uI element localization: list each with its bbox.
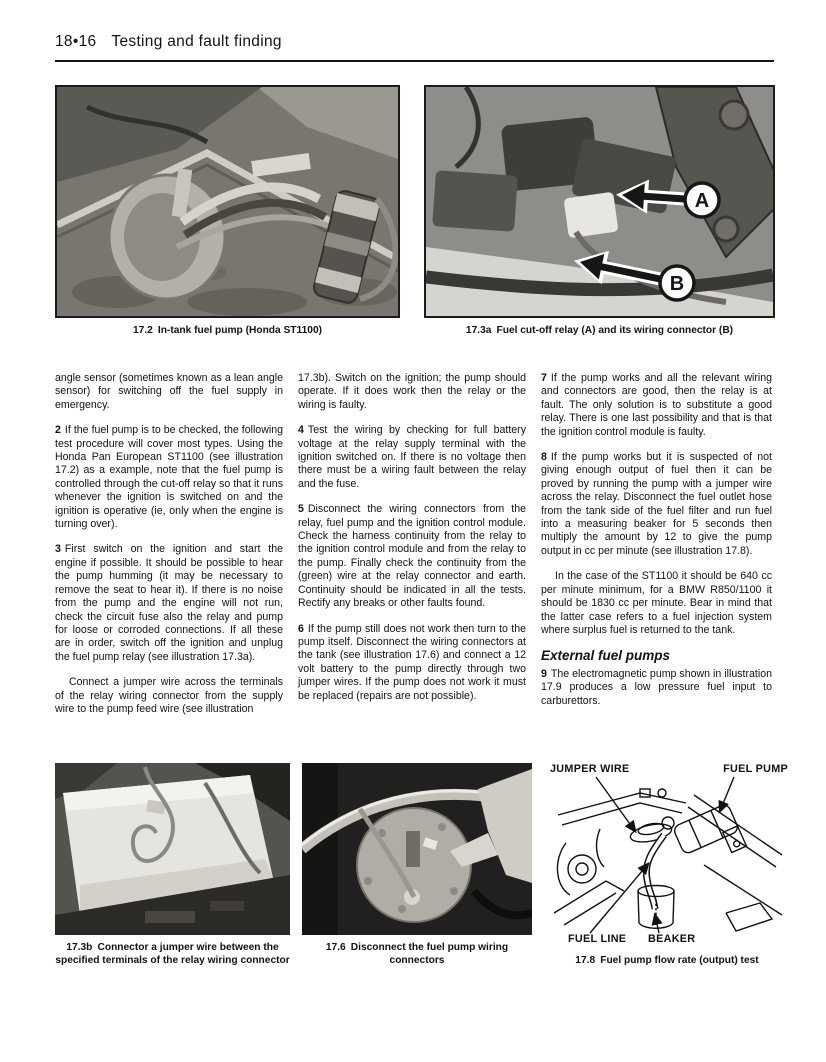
photo-fuel-cutoff-relay xyxy=(424,85,775,318)
paragraph-text: Test the wiring by checking for full battery voltage at the relay supply terminal with the ignition switched on. If there is no voltage then there must be a wiring fault between the relay and the fuse. xyxy=(298,424,526,490)
paragraph-text: The electromagnetic pump shown in illustration 17.9 produces a low pressure fuel input to carburettors. xyxy=(541,667,772,707)
figure-17-3a xyxy=(424,85,775,337)
paragraph-text: If the fuel pump is to be checked, the following test procedure will cover most types. Using the Honda Pan European ST1100 (see illustration 17.2) as a example, note that the fuel pump is controlled through the cut-off relay so that it runs whenever the ignition is switched on and the ignition is operative (ie, only when the engine is turning over). xyxy=(55,424,283,531)
drawing-17-8-art xyxy=(544,763,790,948)
photo-17-3b-art xyxy=(55,763,290,935)
step-number: 9 xyxy=(541,667,547,680)
text-column-3 xyxy=(541,372,772,716)
label-jumper-wire: JUMPER WIRE xyxy=(550,763,630,775)
caption-17-3a: 17.3a Fuel cut-off relay (A) and its wiring connector (B) xyxy=(465,325,734,336)
page-header xyxy=(55,33,282,51)
paragraph-cont xyxy=(55,372,283,412)
caption-17-3b: 17.3b Connector a jumper wire between the specified terminals of the relay wiring connector xyxy=(55,942,290,966)
paragraph-step-6 xyxy=(298,623,526,703)
paragraph-text: Disconnect the wiring connectors from the relay, fuel pump and the ignition control module. Check the harness continuity from the relay to the ignition control module and from the relay to the pump. Finally check the continuity from the (green) wire at the relay connector and earth. Continuity should be indicated in all the tests. Rectify any breaks or other faults found. xyxy=(298,503,526,610)
step-number: 4 xyxy=(298,424,304,437)
caption-17-8: 17.8 Fuel pump flow rate (output) test xyxy=(575,955,759,966)
paragraph-text: 17.3b). Switch on the ignition; the pump should operate. If it does work then the relay or the wiring is faulty. xyxy=(298,372,526,411)
caption-17-6: 17.6 Disconnect the fuel pump wiring connectors xyxy=(325,942,509,966)
header-rule xyxy=(55,60,774,62)
step-number: 7 xyxy=(541,372,547,384)
badge-a-label: A xyxy=(694,190,710,212)
paragraph-step-8 xyxy=(541,451,772,558)
paragraph-text: If the pump works but it is suspected of not giving enough output of fuel then it can be proved by running the pump with a jumper wire across the relay. Disconnect the fuel outlet hose from the tank side of the fuel filter and run fuel into a measuring beaker for 5 seconds then multiply the amount by 12 to give the pump output in cc per minute (see illustration 17.8). xyxy=(541,451,772,557)
figure-17-8 xyxy=(544,763,790,967)
body-text xyxy=(55,372,775,716)
photo-fuel-pump-wiring xyxy=(302,763,532,935)
paragraph-step-5 xyxy=(298,503,526,610)
paragraph-step-2 xyxy=(55,424,283,531)
paragraph-text: If the pump works and all the relevant wiring and connectors are good, then the relay is at fault. The only solution is to substitute a good relay. There is one last possibility and that is that the ignition control module is faulty. xyxy=(541,372,772,438)
page-number: 18•16 xyxy=(55,33,97,50)
figure-17-6 xyxy=(302,763,532,967)
step-number: 3 xyxy=(55,543,61,556)
paragraph-text: Connect a jumper wire across the terminals of the relay wiring connector from the supply wire to the pump feed wire (see illustration xyxy=(55,676,283,715)
text-column-2 xyxy=(298,372,526,716)
photo-in-tank-fuel-pump xyxy=(55,85,400,318)
paragraph-text: In the case of the ST1100 it should be 640 cc per minute minimum, for a BMW R850/1100 it should be 1830 cc per minute. Bear in mind that the latter case refers to a fuel injection system where surplus fuel is returned to the tank. xyxy=(541,570,772,636)
step-number: 2 xyxy=(55,424,61,437)
section-heading-external-fuel-pumps: External fuel pumps xyxy=(541,648,671,664)
step-number: 6 xyxy=(298,622,304,635)
paragraph-text: First switch on the ignition and start the engine if possible. It should be possible to hear the pump humming (it may be necessary to remove the seat to hear it). If there is no noise from the pump and the engine will not run, check the circuit fuse also the relay and pump for loose or corroded connections. If all these are in order, switch off the ignition and unplug the fuel pump relay (see illustration 17.3a). xyxy=(55,543,283,663)
paragraph-step-3 xyxy=(55,543,283,664)
photo-17-6-art xyxy=(302,763,532,935)
label-beaker: BEAKER xyxy=(648,933,696,945)
bottom-figures-row xyxy=(55,763,790,967)
badge-b-label: B xyxy=(669,273,685,295)
paragraph-output-values xyxy=(541,570,772,637)
text-column-1 xyxy=(55,372,283,716)
paragraph-connect xyxy=(55,676,283,716)
photo-17-2-art xyxy=(57,87,398,316)
figure-17-3b xyxy=(55,763,290,967)
paragraph-text: angle sensor (sometimes known as a lean angle sensor) for switching off the fuel supply in emergency. xyxy=(55,372,283,411)
paragraph-text: If the pump still does not work then turn to the pump itself. Disconnect the wiring connectors at the tank (see illustration 17.6) and connect a 12 volt battery to the pump directly through two jumper wires. If the pump does not work it must be replaced (repairs are not possible). xyxy=(298,622,526,702)
paragraph-step-7 xyxy=(541,372,772,439)
photo-17-3a-art xyxy=(426,87,773,316)
paragraph-cont xyxy=(298,372,526,412)
paragraph-step-9 xyxy=(541,668,772,708)
drawing-fuel-pump-flow-test xyxy=(544,763,790,948)
label-fuel-line: FUEL LINE xyxy=(568,933,627,945)
top-figures-row xyxy=(55,85,775,337)
paragraph-step-4 xyxy=(298,424,526,491)
step-number: 8 xyxy=(541,451,547,464)
figure-17-2 xyxy=(55,85,400,337)
label-fuel-pump: FUEL PUMP xyxy=(723,763,788,775)
caption-17-2: 17.2 In-tank fuel pump (Honda ST1100) xyxy=(132,325,323,336)
step-number: 5 xyxy=(298,503,304,516)
photo-jumper-wire-relay-connector xyxy=(55,763,290,935)
page-title: Testing and fault finding xyxy=(111,33,282,50)
